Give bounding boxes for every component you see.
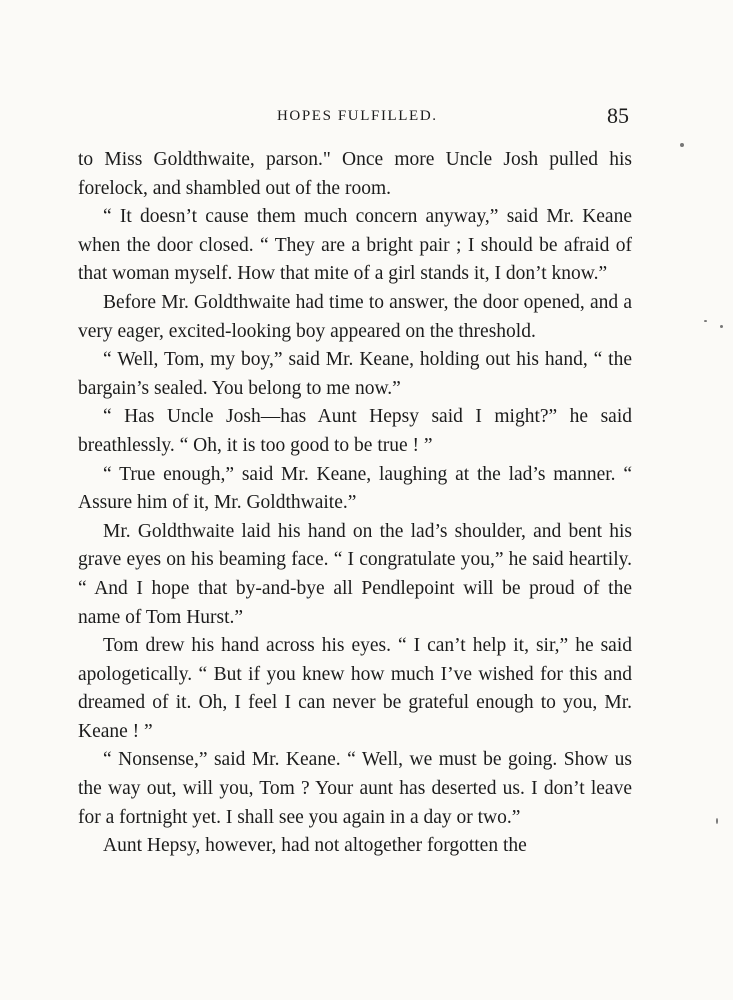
paragraph: “ It doesn’t cause them much concern anyway,” said Mr. Keane when the door closed. “ They are a bright pair ; I should be afraid of that woman myself. How that mite of a girl stands it, I don’t know.” [78,206,632,285]
margin-speck [720,325,723,328]
running-title: HOPES FULFILLED. [277,108,438,124]
paragraph: “ Well, Tom, my boy,” said Mr. Keane, holding out his hand, “ the bargain’s sealed. You belong to me now.” [78,349,632,399]
running-header [0,104,733,128]
margin-speck [680,143,684,147]
paragraph: Before Mr. Goldthwaite had time to answer, the door opened, and a very eager, excited-looking boy appeared on the threshold. [78,291,632,342]
paragraph: Mr. Goldthwaite laid his hand on the lad’s shoulder, and bent his grave eyes on his beaming face. “ I congratulate you,” he said heartily. “ And I hope that by-and-bye all Pendlepoint will be proud of the name of Tom Hurst.” [78,520,632,628]
paragraph: “ Has Uncle Josh—has Aunt Hepsy said I might?” he said breathlessly. “ Oh, it is too good to be true ! ” [78,406,632,456]
margin-speck [716,818,718,824]
body-text [78,146,632,861]
paragraph-continued: to Miss Goldthwaite, parson." Once more Uncle Josh pulled his forelock, and shambled out of the room. [78,149,632,199]
page-number: 85 [607,103,629,128]
paragraph: “ Nonsense,” said Mr. Keane. “ Well, we must be going. Show us the way out, will you, Tom ? Your aunt has deserted us. I don’t leave for a fortnight yet. I shall see you again in a day or two.” [78,749,632,828]
margin-speck [704,320,707,322]
paragraph: Aunt Hepsy, however, had not altogether forgotten the [103,835,527,857]
paragraph: “ True enough,” said Mr. Keane, laughing at the lad’s manner. “ Assure him of it, Mr. Goldthwaite.” [78,463,632,514]
paragraph: Tom drew his hand across his eyes. “ I can’t help it, sir,” he said apologetically. “ But if you knew how much I’ve wished for this and dreamed of it. Oh, I feel I can never be grateful enough to you, Mr. Keane ! ” [78,635,632,742]
